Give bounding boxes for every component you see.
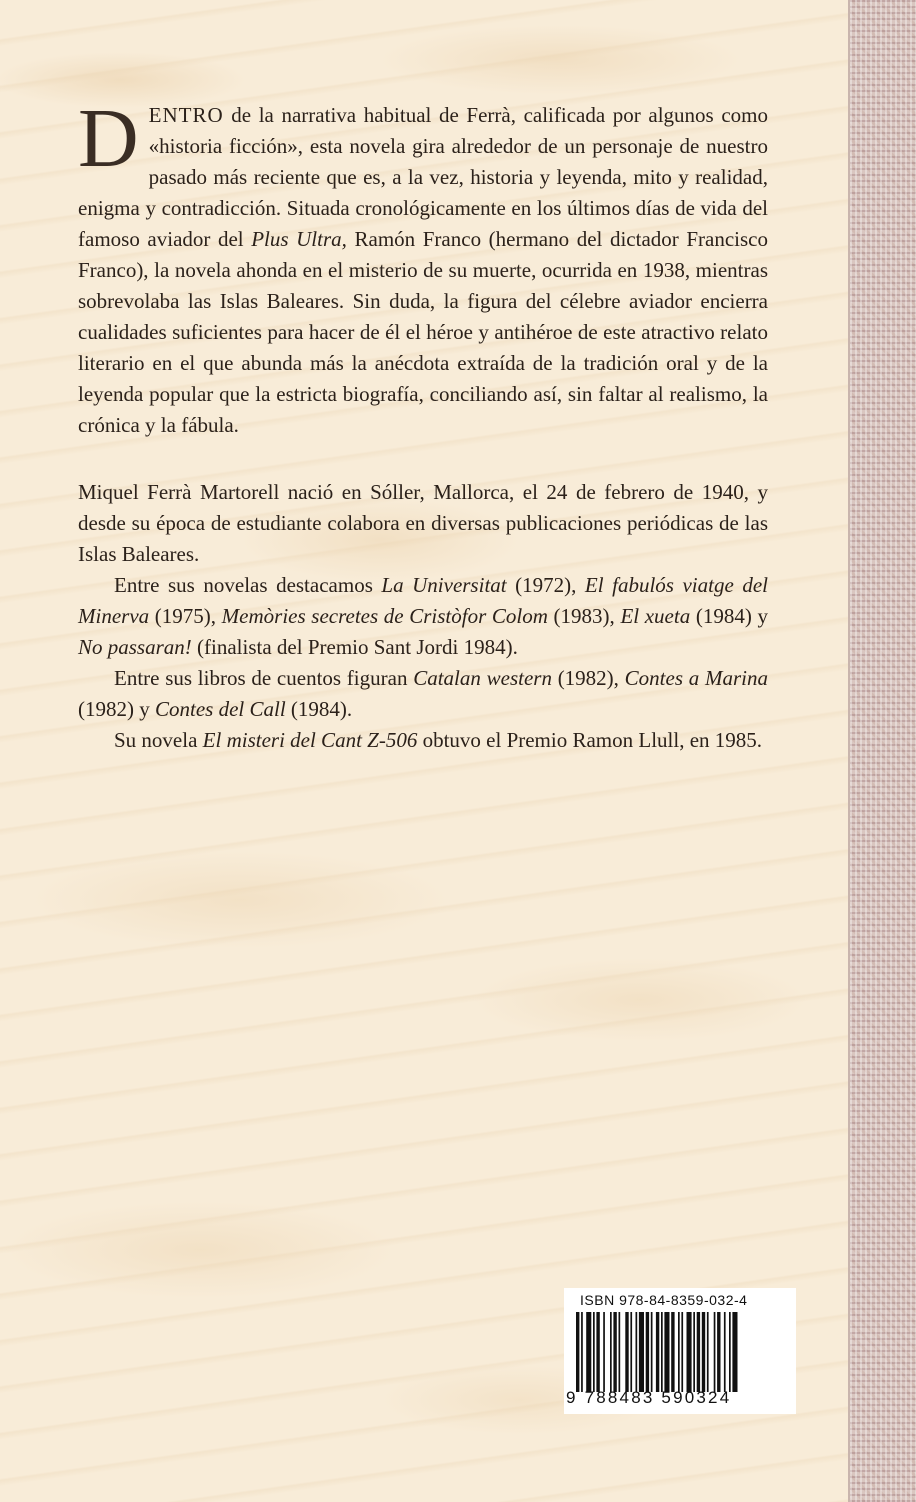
title-memories-secretes: Memòries secretes de Cristòfor Colom (221, 604, 548, 628)
text: Entre sus novelas destacamos (114, 573, 382, 597)
barcode-bar (661, 1312, 663, 1392)
title-el-misteri: El misteri del Cant Z-506 (202, 728, 418, 752)
barcode-bars (574, 1312, 788, 1392)
barcode-bar (639, 1312, 644, 1392)
synopsis-text: de la narrativa habitual de Ferrà, calificada por algunos como «historia ficción», esta novela gira alrededor de un personaje de nuestro pasado más reciente que es, a la vez, historia y leyenda, mito y realidad, enigma y contradicción. Situada cronológicamente en los últimos días de vida del famoso aviador del (78, 103, 768, 251)
text: Su novela (114, 728, 203, 752)
barcode-bar (697, 1312, 700, 1392)
text: (1983), (547, 604, 621, 628)
author-bio (78, 477, 768, 756)
text: Entre sus libros de cuentos figuran (114, 666, 414, 690)
barcode-bar (724, 1312, 726, 1392)
text: (1982), (551, 666, 625, 690)
back-cover-text (78, 92, 768, 756)
title-catalan-western: Catalan western (413, 666, 552, 690)
lead-word: ENTRO (148, 103, 224, 127)
title-la-universitat: La Universitat (381, 573, 507, 597)
text: (1975), (149, 604, 222, 628)
synopsis-text-continued: Ramón Franco (hermano del dictador Francisco Franco), la novela ahonda en el misterio de su muerte, ocurrida en 1938, mientras sobrevolaba las Islas Baleares. Sin duda, la figura del célebre aviador encierra cualidades suficientes para hacer de él el héroe y antihéroe de este atractivo relato literario en el que abunda más la anécdota extraída de la tradición oral y de la leyenda popular que la estricta biografía, conciliando así, sin faltar al realismo, la crónica y la fábula. (78, 227, 768, 437)
barcode-bar (717, 1312, 720, 1392)
barcode-bar (714, 1312, 716, 1392)
title-el-fabulos-viatge: El fabulós viatge del Minerva (78, 573, 768, 628)
barcode-bar (603, 1312, 605, 1392)
barcode-bar (646, 1312, 649, 1392)
isbn-label: ISBN 978-84-8359-032-4 (580, 1292, 748, 1308)
barcode-bar (664, 1312, 669, 1392)
title-no-passaran: No passaran! (78, 635, 192, 659)
barcode-bar (687, 1312, 692, 1392)
barcode-bar (636, 1312, 638, 1392)
book-title-plus-ultra: Plus Ultra, (251, 227, 347, 251)
barcode-bar (702, 1312, 705, 1392)
barcode-bar (581, 1312, 583, 1392)
barcode-bar (729, 1312, 731, 1392)
text: obtuvo el Premio Ramon Llull, en 1985. (417, 728, 763, 752)
barcode-bar (586, 1312, 591, 1392)
barcode-bar (651, 1312, 653, 1392)
barcode-bar (610, 1312, 612, 1392)
barcode (564, 1288, 796, 1414)
drop-cap: D (78, 92, 139, 185)
barcode-bar (613, 1312, 616, 1392)
bio-paragraph-award (78, 725, 768, 756)
barcode-bar (593, 1312, 595, 1392)
barcode-bar (576, 1312, 579, 1392)
bio-paragraph-stories (78, 663, 768, 725)
text: (1982) y (78, 697, 155, 721)
bio-paragraph-novels (78, 570, 768, 663)
book-spine (848, 0, 916, 1502)
title-contes-del-call: Contes del Call (155, 697, 286, 721)
barcode-bar (693, 1312, 695, 1392)
barcode-bar (619, 1312, 621, 1392)
text: (finalista del Premio Sant Jordi 1984). (191, 635, 518, 659)
barcode-bar (630, 1312, 632, 1392)
barcode-bar (671, 1312, 674, 1392)
synopsis-paragraph (78, 92, 768, 441)
text: (1972), (506, 573, 585, 597)
barcode-bar (625, 1312, 628, 1392)
bio-paragraph-1: Miquel Ferrà Martorell nació en Sóller, Mallorca, el 24 de febrero de 1940, y desde su época de estudiante colabora en diversas publicaciones periódicas de las Islas Baleares. (78, 480, 768, 566)
barcode-bar (596, 1312, 599, 1392)
barcode-bar (707, 1312, 709, 1392)
barcode-bar (732, 1312, 737, 1392)
barcode-bar (656, 1312, 659, 1392)
title-el-xueta: El xueta (620, 604, 691, 628)
title-contes-a-marina: Contes a Marina (624, 666, 768, 690)
barcode-bar (678, 1312, 680, 1392)
barcode-bar (681, 1312, 683, 1392)
barcode-digits: 9 788483 590324 (566, 1388, 732, 1407)
text: (1984) y (690, 604, 768, 628)
text: (1984). (285, 697, 353, 721)
